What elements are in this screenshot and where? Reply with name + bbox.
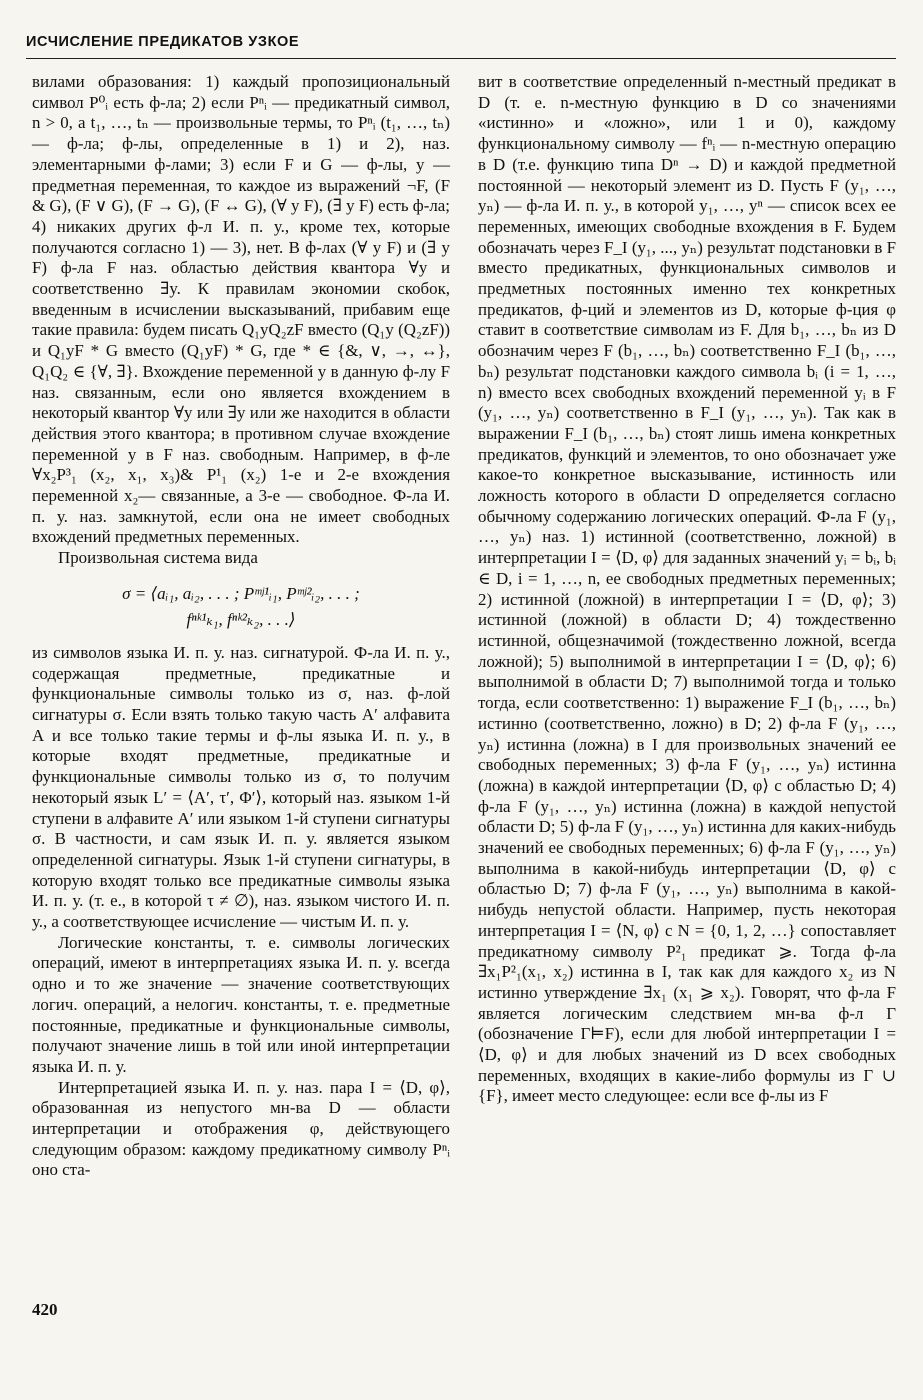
formula-line: σ = ⟨aᵢ₁, aᵢ₂, . . . ; Pᵐʲ¹ᵢ₁, Pᵐʲ²ᵢ₂, . . . ; xyxy=(122,583,360,603)
paragraph: из символов языка И. п. у. наз. сигнатурой. Ф-ла И. п. у., содержащая предметные, предикатные и функциональные символы только из σ, наз. ф-лой сигнатуры σ. Если взять только такую часть A′ алфавита A и все только такие термы и ф-лы языка И. п. у., в которые входят предметные, предикатные и функциональные символы только из σ, то получим некоторый язык L′ = ⟨A′, τ′, Φ′⟩, который наз. языком 1-й ступени в алфавите A′ или языком 1-й ступени сигнатуры σ. В частности, и сам язык И. п. у. является языком определенной сигнатуры. Язык 1-й ступени сигнатуры, в которую входят только все предикатные символы языка И. п. у. (т. е., в которой τ ≠ ∅), наз. языком чистого И. п. у., а соответствующее исчисление — чистым И. п. у. xyxy=(32,642,450,932)
formula-line: fⁿᵏ¹ₖ₁, fⁿᵏ²ₖ₂, . . .⟩ xyxy=(186,609,296,629)
paragraph: вилами образования: 1) каждый пропозициональный символ P⁰ᵢ есть ф-ла; 2) если Pⁿᵢ — предикатный символ, n > 0, а t₁, …, tₙ — произвольные термы, то Pⁿᵢ (t₁, …, tₙ) — ф-ла; ф-лы, определенные в 1) и 2), наз. элементарными ф-лами; 3) если F и G — ф-лы, y — предметная переменная, то каждое из выражений ¬F, (F & G), (F ∨ G), (F → G), (F ↔ G), (∀ y F), (∃ y F) есть ф-ла; 4) никаких других ф-л И. п. у., кроме тех, которые получаются согласно 1) — 3), нет. В ф-лах (∀ y F) и (∃ y F) ф-ла F наз. областью действия квантора ∀y и соответственно ∃y. К правилам экономии скобок, введенным в исчислении высказываний, прибавим еще такие правила: будем писать Q₁yQ₂zF вместо (Q₁y (Q₂zF)) и Q₁yF * G вместо (Q₁yF) * G, где * ∈ {&, ∨, →, ↔}, Q₁Q₂ ∈ {∀, ∃}. Вхождение переменной y в данную ф-лу F наз. связанным, если оно является вхождением в некоторый квантор ∀y или ∃y или же находится в области действия этого квантора; в противном случае вхождение переменной y в F наз. свободным. Например, в ф-ле ∀x₂P³₁ (x₂, x₁, x₃)& P¹₁ (x₂) 1-е и 2-е вхождения переменной x₂— связанные, а 3-е — свободное. Ф-ла И. п. у. наз. замкнутой, если она не имеет свободных вхождений предметных переменных. xyxy=(32,72,450,547)
paragraph: Интерпретацией языка И. п. у. наз. пара I = ⟨D, φ⟩, образованная из непустого мн-ва D — области интерпретации и отображения φ, действующего следующим образом: каждому предикатному символу Pⁿᵢ оно ста- xyxy=(32,1077,450,1180)
header-rule xyxy=(26,58,896,59)
paragraph: вит в соответствие определенный n-местный предикат в D (т. е. n-местную функцию в D со значениями «истинно» и «ложно», или 1 и 0), каждому функциональному символу — fⁿᵢ — n-местную операцию в D (т.е. функцию типа Dⁿ → D) и каждой предметной постоянной — некоторый элемент из D. Пусть F (y₁, …, yₙ) — ф-ла И. п. у., в которой y₁, …, yⁿ — список всех ее переменных, имеющих свободные вхождения в F. Будем обозначать через F_I (y₁, ..., yₙ) результат подстановки в F вместо предикатных, функциональных символов и предметных постоянных именно тех конкретных предикатов, ф-ций и элементов из D, которые ф-ция φ ставит в соответствие символам из F. Для b₁, …, bₙ из D обозначим через F (b₁, …, bₙ) соответственно F_I (b₁, …, bₙ) результат подстановки каждого символа bᵢ (i = 1, …, n) вместо всех свободных вхождений переменной yᵢ в F (y₁, …, yₙ) соответственно в F_I (y₁, …, yₙ). Так как в выражении F_I (b₁, …, bₙ) стоят лишь имена конкретных предикатов, функций и элементов, то оно обозначает уже какое-то конкретное высказывание, истинность или ложность которого в области D определяется согласно обычному содержанию логических операций. Ф-ла F (y₁, …, yₙ) наз. 1) истинной (соответственно, ложной) в интерпретации I = ⟨D, φ⟩ для заданных значений yᵢ = bᵢ, bᵢ ∈ D, i = 1, …, n, ее свободных предметных переменных; 2) истинной (ложной) в интерпретации I = ⟨D, φ⟩; 3) истинной (ложной) в области D; 4) тождественно истинной, общезначимой (тождественно ложной, всегда ложной); 5) выполнимой в интерпретации I = ⟨D, φ⟩; 6) выполнимой в области D; 7) выполнимой тогда и только тогда, если соответственно: 1) выражение F_I (b₁, …, bₙ) истинно (соответственно, ложно) в D; 2) ф-ла F (y₁, …, yₙ) истинна (ложна) в I для произвольных значений ее свободных переменных; 3) ф-ла F (y₁, …, yₙ) истинна (ложна) в каждой интерпретации ⟨D, φ⟩ с областью D; 4) ф-ла F (y₁, …, yₙ) истинна (ложна) в каждой непустой области D; 5) ф-ла F (y₁, …, yₙ) истинна для каких-нибудь значений ее свободных переменных; 6) ф-ла F (y₁, …, yₙ) выполнима в какой-нибудь интерпретации ⟨D, φ⟩ с областью D; 7) ф-ла F (y₁, …, yₙ) выполнима в какой-нибудь непустой области. Например, пусть некоторая интерпретация I = ⟨N, φ⟩ с N = {0, 1, 2, …} сопоставляет предикатному символу P²₁ предикат ⩾. Тогда ф-ла ∃x₁P²₁(x₁, x₂) истинна в I, так как для каждого x₂ из N истинно утверждение ∃x₁ (x₁ ⩾ x₂). Говорят, что ф-ла F является логическим следствием мн-ва ф-л Γ (обозначение Γ⊨F), если для любой интерпретации I = ⟨D, φ⟩ и для любых значений из D всех свободных переменных, входящих в какие-либо формулы из Γ ∪ {F}, имеет место следующее: если все ф-лы из F xyxy=(478,72,897,1106)
right-column xyxy=(478,72,896,1107)
signature-formula xyxy=(32,581,450,633)
paragraph: Произвольная система вида xyxy=(58,548,258,568)
left-column xyxy=(32,72,450,1181)
running-header: ИСЧИСЛЕНИЕ ПРЕДИКАТОВ УЗКОЕ xyxy=(26,34,300,50)
page-number: 420 xyxy=(32,1300,58,1319)
paragraph: Логические константы, т. е. символы логических операций, имеют в интерпретациях языка И. п. у. всегда одно и то же значение — значение соответствующих логич. операций, а нелогич. константы, т. е. предметные постоянные, предикатные и функциональные символы, получают значение лишь в той или иной интерпретации языка И. п. у. xyxy=(32,932,450,1076)
